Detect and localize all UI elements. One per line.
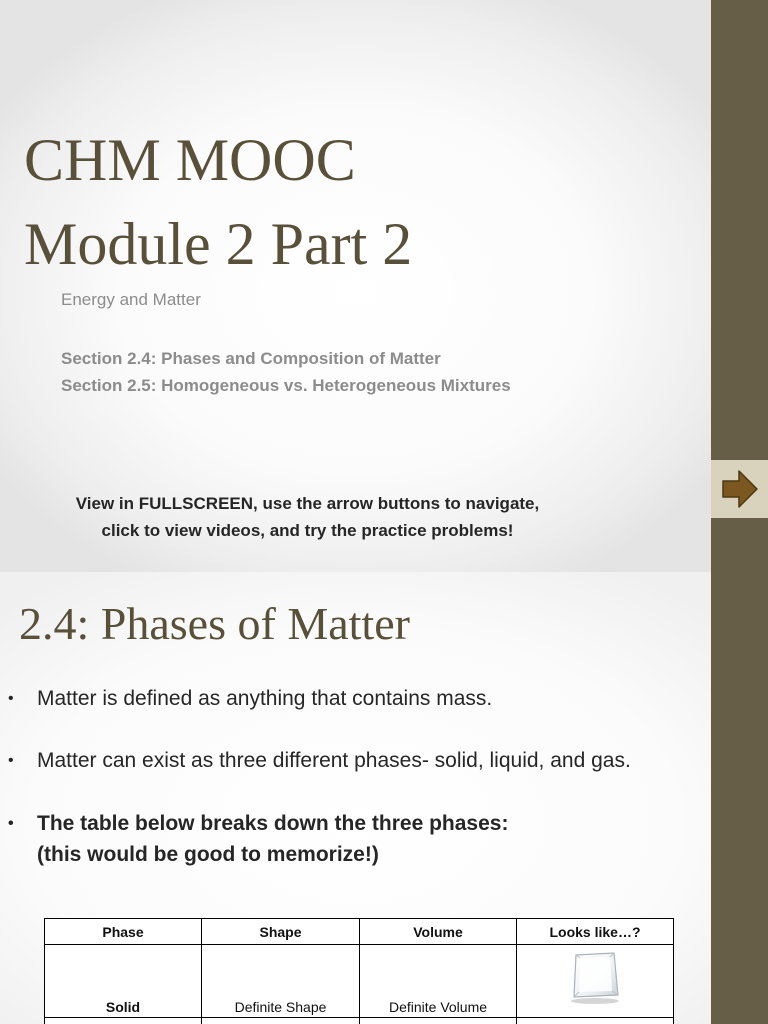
right-arrow-icon xyxy=(721,469,759,509)
bullet-text: (this would be good to memorize!) xyxy=(37,843,379,866)
table-row xyxy=(45,1018,674,1024)
bullet-text: Matter is defined as anything that contains mass. xyxy=(37,687,493,710)
instructions-line-2: click to view videos, and try the practice problems! xyxy=(101,521,514,540)
bullet-dot: • xyxy=(8,690,14,707)
viewing-instructions xyxy=(20,490,595,544)
slide-heading: 2.4: Phases of Matter xyxy=(19,598,410,649)
ice-cube-icon xyxy=(566,949,624,1005)
column-header-looks-like: Looks like…? xyxy=(517,919,674,945)
title-line-1: CHM MOOC xyxy=(24,127,356,193)
column-header-phase: Phase xyxy=(45,919,202,945)
slide-sidebar xyxy=(711,572,768,1024)
cell-phase: Solid xyxy=(45,945,202,1018)
slide-title xyxy=(24,118,412,286)
bullet-text: The table below breaks down the three phases: xyxy=(37,812,509,835)
cell-volume: Definite Volume xyxy=(360,945,517,1018)
table-header-row xyxy=(45,919,674,945)
cell-shape: Definite Shape xyxy=(202,945,360,1018)
instructions-line-1: View in FULLSCREEN, use the arrow buttons to navigate, xyxy=(75,494,540,513)
table-row xyxy=(45,945,674,1018)
slide-subtitle: Energy and Matter xyxy=(61,290,201,309)
subtitle-block xyxy=(61,289,681,399)
bullet-text: Matter can exist as three different phases- solid, liquid, and gas. xyxy=(37,749,631,772)
bullet-dot: • xyxy=(8,752,14,769)
phases-of-matter-slide xyxy=(0,572,768,1024)
bullet-dot: • xyxy=(8,815,14,832)
column-header-shape: Shape xyxy=(202,919,360,945)
section-2-4-line: Section 2.4: Phases and Composition of Matter xyxy=(61,349,441,368)
cell-looks-like xyxy=(517,945,674,1018)
title-line-2: Module 2 Part 2 xyxy=(24,211,413,277)
column-header-volume: Volume xyxy=(360,919,517,945)
next-slide-button[interactable] xyxy=(711,460,768,518)
section-2-5-line: Section 2.5: Homogeneous vs. Heterogeneous Mixtures xyxy=(61,376,511,395)
phases-table xyxy=(44,918,674,1024)
